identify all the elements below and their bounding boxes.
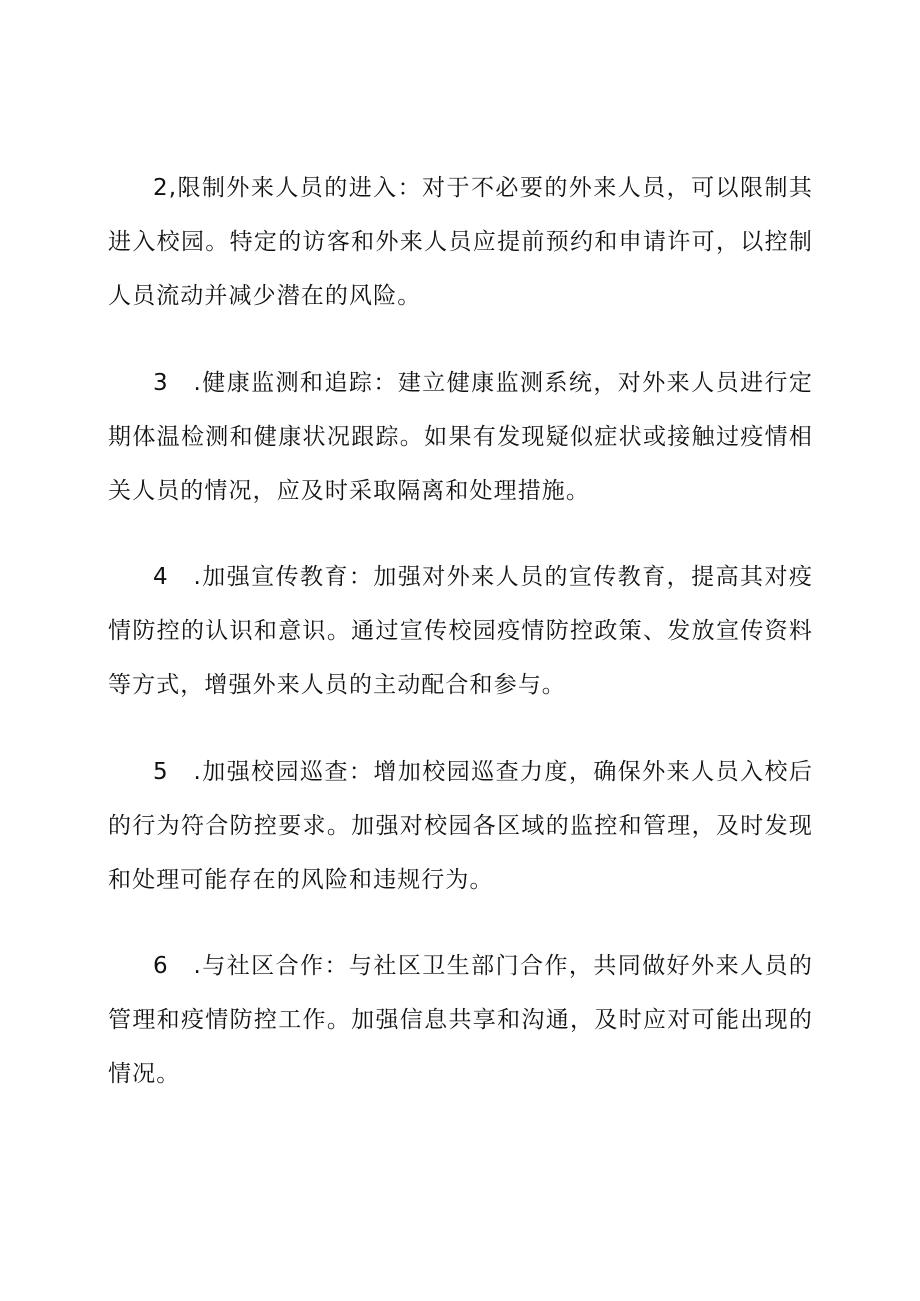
paragraph-item-4: 4 .加强宣传教育：加强对外来人员的宣传教育，提高其对疫情防控的认识和意识。通过宣传校园疫情防控政策、发放宣传资料等方式，增强外来人员的主动配合和参与。 <box>108 564 813 698</box>
paragraph-item-3: 3 .健康监测和追踪：建立健康监测系统，对外来人员进行定期体温检测和健康状况跟踪。如果有发现疑似症状或接触过疫情相关人员的情况，应及时采取隔离和处理措施。 <box>108 370 813 504</box>
paragraph-item-2: 2,限制外来人员的进入：对于不必要的外来人员，可以限制其进入校园。特定的访客和外来人员应提前预约和申请许可，以控制人员流动并减少潜在的风险。 <box>108 175 813 309</box>
paragraph-item-6: 6 .与社区合作：与社区卫生部门合作，共同做好外来人员的管理和疫情防控工作。加强信息共享和沟通，及时应对可能出现的情况。 <box>108 953 813 1087</box>
paragraph-item-5: 5 .加强校园巡查：增加校园巡查力度，确保外来人员入校后的行为符合防控要求。加强对校园各区域的监控和管理，及时发现和处理可能存在的风险和违规行为。 <box>108 759 813 893</box>
